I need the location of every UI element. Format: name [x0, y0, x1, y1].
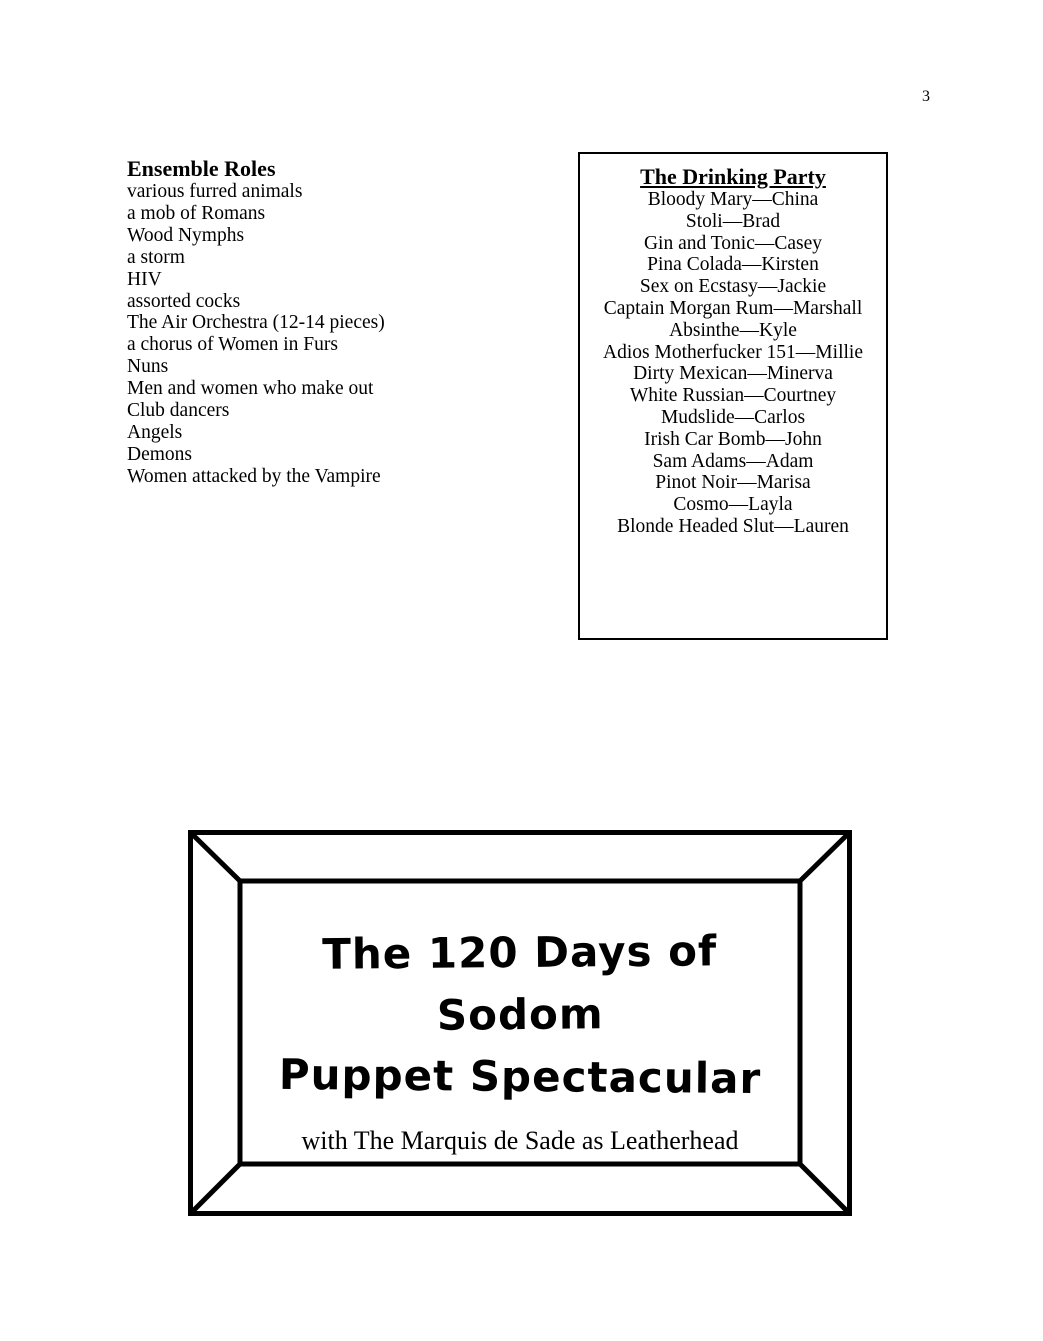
- list-item: various furred animals: [127, 181, 303, 202]
- ensemble-roles-list: [127, 181, 527, 488]
- ensemble-roles-section: [127, 157, 527, 488]
- list-item: Sex on Ecstasy—Jackie: [639, 276, 827, 298]
- list-item: a chorus of Women in Furs: [127, 334, 338, 356]
- list-item: a storm: [127, 246, 185, 268]
- list-item: White Russian—Courtney: [629, 385, 837, 407]
- list-item: Angels: [127, 421, 183, 443]
- list-item: The Air Orchestra (12-14 pieces): [127, 312, 385, 334]
- show-title-line-1: The 120 Days of Sodom: [322, 926, 718, 1040]
- title-card-frame: [188, 830, 852, 1216]
- list-item: Adios Motherfucker 151—Millie: [603, 341, 863, 363]
- page-number: 3: [922, 88, 930, 105]
- list-item: Stoli—Brad: [685, 210, 781, 232]
- list-item: Nuns: [127, 356, 169, 378]
- list-item: a mob of Romans: [127, 202, 266, 224]
- list-item: Blonde Headed Slut—Lauren: [617, 515, 849, 537]
- list-item: Pina Colada—Kirsten: [647, 254, 819, 276]
- list-item: Gin and Tonic—Casey: [643, 232, 823, 254]
- list-item: HIV: [127, 268, 162, 290]
- list-item: Wood Nymphs: [127, 224, 245, 246]
- show-subtitle: with The Marquis de Sade as Leatherhead: [301, 1126, 739, 1155]
- title-card-text: [240, 882, 800, 1164]
- list-item: Absinthe—Kyle: [669, 319, 797, 341]
- list-item: Dirty Mexican—Minerva: [633, 363, 833, 385]
- drinking-party-box: [578, 152, 888, 640]
- drinking-party-list: [580, 189, 886, 538]
- list-item: Men and women who make out: [127, 378, 374, 400]
- list-item: Captain Morgan Rum—Marshall: [603, 297, 863, 319]
- drinking-party-title: The Drinking Party: [640, 164, 826, 189]
- list-item: Bloody Mary—China: [647, 189, 819, 210]
- list-item: Cosmo—Layla: [673, 494, 793, 516]
- ensemble-roles-heading: Ensemble Roles: [127, 156, 276, 181]
- list-item: Irish Car Bomb—John: [644, 428, 822, 450]
- show-title-line-2: Puppet Spectacular: [278, 1049, 762, 1104]
- list-item: Women attacked by the Vampire: [127, 465, 381, 487]
- list-item: Mudslide—Carlos: [660, 406, 806, 428]
- list-item: assorted cocks: [127, 290, 241, 312]
- list-item: Sam Adams—Adam: [652, 450, 814, 472]
- list-item: Club dancers: [127, 400, 230, 422]
- show-title: [240, 922, 800, 1108]
- list-item: Demons: [127, 443, 192, 465]
- list-item: Pinot Noir—Marisa: [655, 472, 811, 494]
